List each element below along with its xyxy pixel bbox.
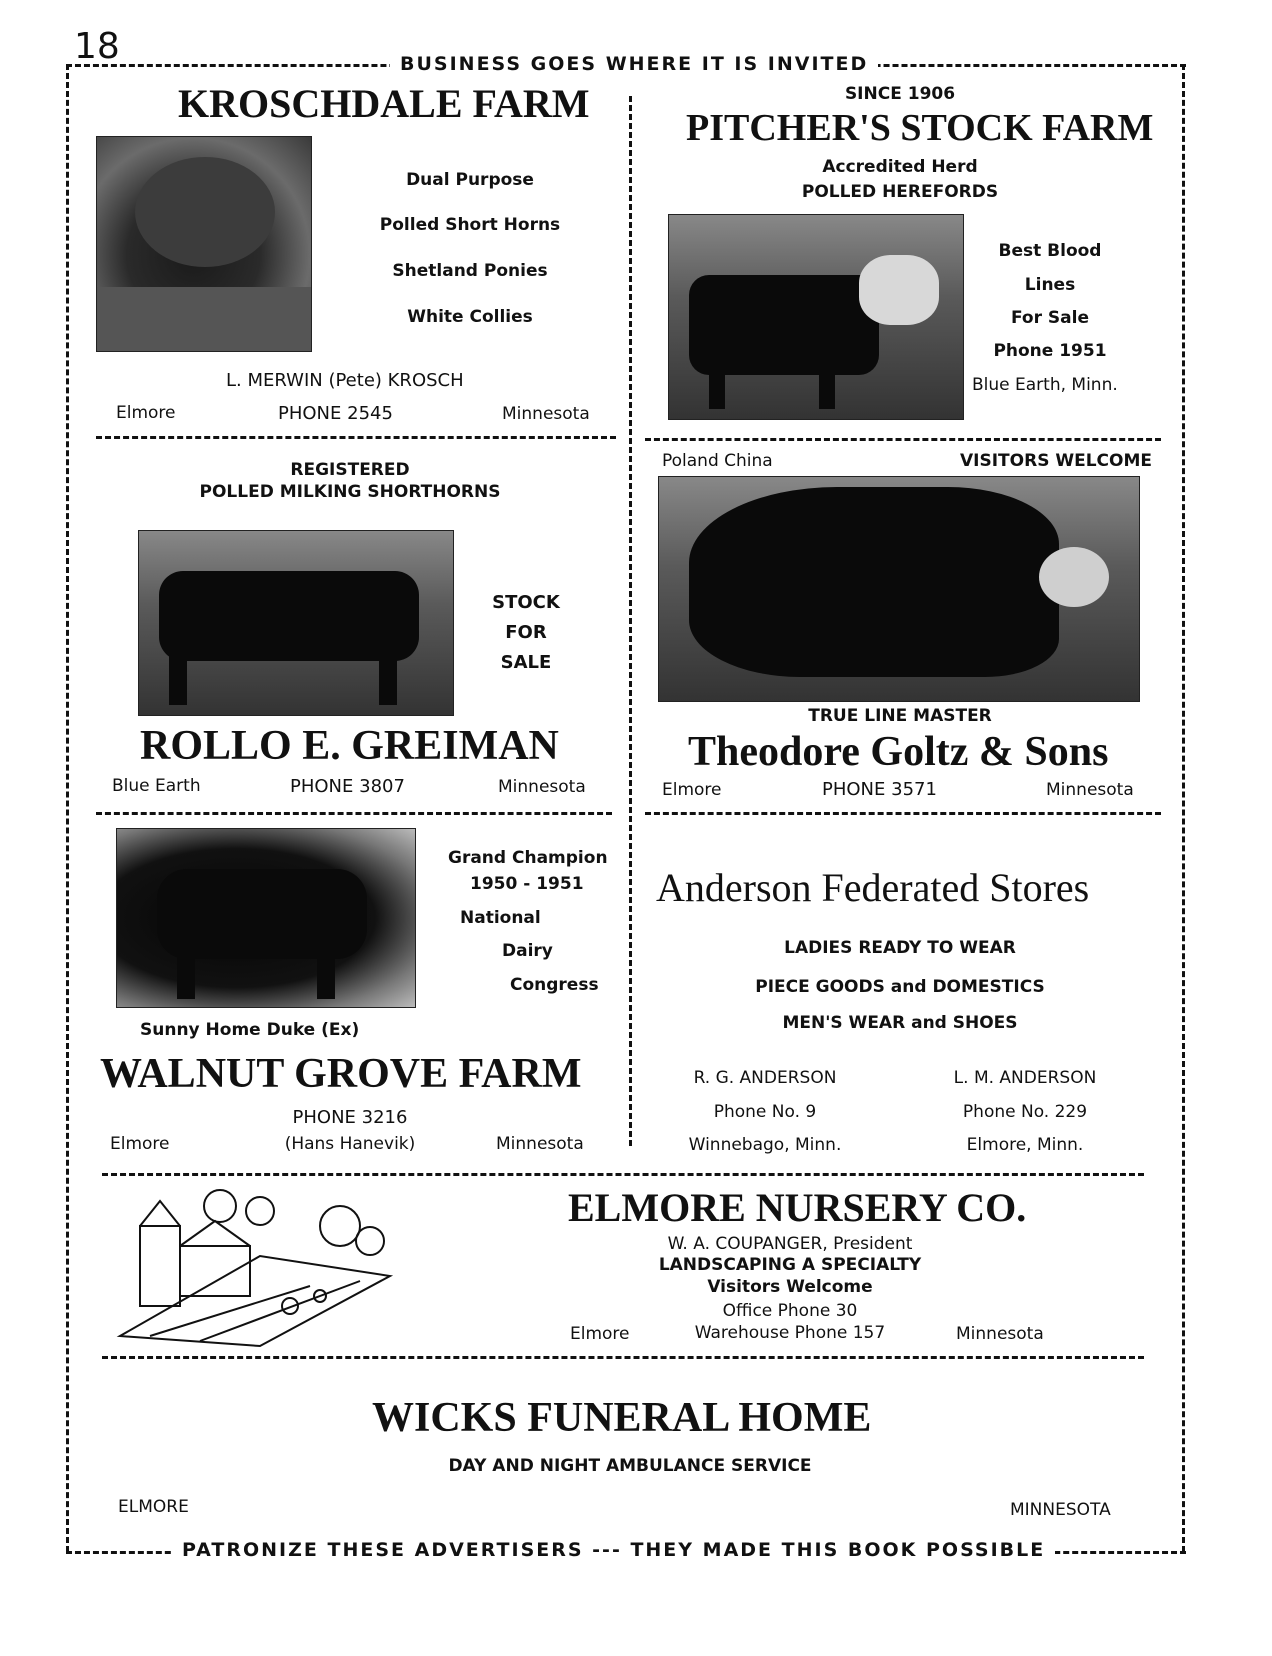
divider-right-1 xyxy=(645,438,1161,441)
kroschdale-state: Minnesota xyxy=(502,404,590,424)
pitcher-side-1: Best Blood xyxy=(998,241,1102,261)
kroschdale-town: Elmore xyxy=(116,403,176,423)
anderson-line-3: MEN'S WEAR and SHOES xyxy=(782,1013,1018,1033)
greiman-side-1: STOCK xyxy=(492,592,560,613)
pitcher-side-2: Lines xyxy=(1024,275,1076,295)
goltz-caption: TRUE LINE MASTER xyxy=(808,706,992,726)
top-banner: BUSINESS GOES WHERE IT IS INVITED xyxy=(390,53,878,75)
walnut-side-2: 1950 - 1951 xyxy=(470,874,584,894)
anderson-right-name: L. M. ANDERSON xyxy=(953,1068,1097,1088)
pitcher-since: SINCE 1906 xyxy=(844,84,956,104)
wicks-title: WICKS FUNERAL HOME xyxy=(372,1395,872,1441)
walnut-phone: PHONE 3216 xyxy=(292,1107,408,1128)
pitcher-sub2: POLLED HEREFORDS xyxy=(801,182,999,202)
walnut-caption: Sunny Home Duke (Ex) xyxy=(140,1020,360,1040)
kroschdale-line-3: Shetland Ponies xyxy=(392,261,548,281)
wicks-town: ELMORE xyxy=(118,1497,189,1517)
goltz-breed: Poland China xyxy=(662,451,773,471)
nursery-visitors: Visitors Welcome xyxy=(707,1277,873,1297)
pitcher-title: PITCHER'S STOCK FARM xyxy=(686,107,1154,149)
divider-left-2 xyxy=(96,812,612,815)
walnut-side-3: National xyxy=(460,908,541,928)
pitcher-side-4: Phone 1951 xyxy=(993,341,1107,361)
greiman-title: ROLLO E. GREIMAN xyxy=(140,723,559,769)
kroschdale-line-1: Dual Purpose xyxy=(406,170,534,190)
anderson-line-2: PIECE GOODS and DOMESTICS xyxy=(755,977,1045,997)
anderson-right-town: Elmore, Minn. xyxy=(966,1135,1084,1155)
walnut-side-1: Grand Champion xyxy=(448,848,608,868)
bull-photo xyxy=(116,828,416,1008)
goltz-title: Theodore Goltz & Sons xyxy=(688,729,1109,775)
walnut-side-5: Congress xyxy=(510,975,599,995)
greiman-phone: PHONE 3807 xyxy=(290,776,405,797)
anderson-left-town: Winnebago, Minn. xyxy=(688,1135,842,1155)
kroschdale-line-4: White Collies xyxy=(407,307,533,327)
nursery-warehouse-phone: Warehouse Phone 157 xyxy=(694,1323,886,1343)
nursery-title: ELMORE NURSERY CO. xyxy=(568,1185,1027,1230)
greiman-state: Minnesota xyxy=(498,777,586,797)
walnut-side-4: Dairy xyxy=(502,941,553,961)
wicks-service: DAY AND NIGHT AMBULANCE SERVICE xyxy=(448,1456,812,1476)
nursery-state: Minnesota xyxy=(956,1324,1044,1344)
greiman-head1: REGISTERED xyxy=(290,460,410,480)
goltz-state: Minnesota xyxy=(1046,780,1134,800)
nursery-town: Elmore xyxy=(570,1324,630,1344)
kroschdale-owner: L. MERWIN (Pete) KROSCH xyxy=(226,370,464,391)
pitcher-side-3: For Sale xyxy=(1011,308,1089,328)
anderson-left-phone: Phone No. 9 xyxy=(713,1102,817,1122)
center-divider xyxy=(629,96,632,1146)
pitcher-sub1: Accredited Herd xyxy=(822,157,978,177)
walnut-owner: (Hans Hanevik) xyxy=(284,1134,416,1154)
anderson-line-1: LADIES READY TO WEAR xyxy=(784,938,1016,958)
anderson-title: Anderson Federated Stores xyxy=(656,865,1090,910)
frame-right-rule xyxy=(1182,64,1185,1552)
nursery-office-phone: Office Phone 30 xyxy=(722,1301,858,1321)
walnut-title: WALNUT GROVE FARM xyxy=(100,1051,582,1097)
greiman-town: Blue Earth xyxy=(112,776,201,796)
nursery-president: W. A. COUPANGER, President xyxy=(667,1234,913,1254)
sheep-photo xyxy=(96,136,312,352)
goltz-town: Elmore xyxy=(662,780,722,800)
hereford-photo xyxy=(668,214,964,420)
divider-right-2 xyxy=(645,812,1161,815)
kroschdale-title: KROSCHDALE FARM xyxy=(178,81,590,126)
walnut-town: Elmore xyxy=(110,1134,170,1154)
bottom-banner: PATRONIZE THESE ADVERTISERS --- THEY MADE THIS BOOK POSSIBLE xyxy=(172,1539,1055,1561)
kroschdale-line-2: Polled Short Horns xyxy=(379,215,561,235)
greiman-side-3: SALE xyxy=(500,652,552,673)
greiman-head2: POLLED MILKING SHORTHORNS xyxy=(199,482,501,502)
divider-left-1 xyxy=(96,436,616,439)
nursery-specialty: LANDSCAPING A SPECIALTY xyxy=(658,1255,922,1275)
divider-full-2 xyxy=(102,1356,1144,1359)
divider-full-1 xyxy=(102,1173,1144,1176)
goltz-phone: PHONE 3571 xyxy=(822,779,937,800)
goltz-welcome: VISITORS WELCOME xyxy=(960,451,1153,471)
greiman-side-2: FOR xyxy=(505,622,547,643)
kroschdale-phone: PHONE 2545 xyxy=(278,403,393,424)
hog-photo xyxy=(658,476,1140,702)
wicks-state: MINNESOTA xyxy=(1010,1500,1111,1520)
frame-left-rule xyxy=(66,64,69,1552)
shorthorn-photo xyxy=(138,530,454,716)
page-number: 18 xyxy=(74,26,120,67)
walnut-state: Minnesota xyxy=(496,1134,584,1154)
pitcher-side-5: Blue Earth, Minn. xyxy=(972,375,1118,395)
nursery-landscape-illustration xyxy=(110,1186,400,1354)
anderson-left-name: R. G. ANDERSON xyxy=(693,1068,837,1088)
anderson-right-phone: Phone No. 229 xyxy=(962,1102,1088,1122)
